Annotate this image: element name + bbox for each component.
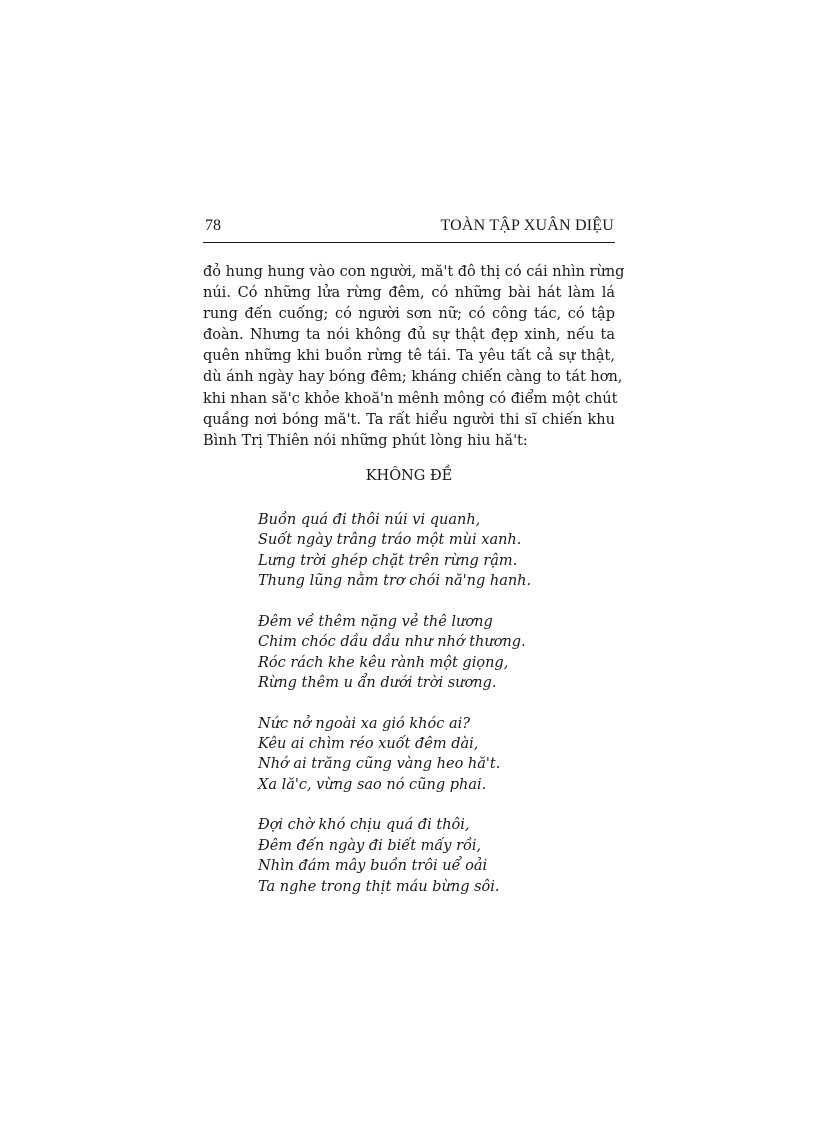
- page-number: 78: [205, 217, 221, 234]
- verse-line: Đợi chờ khó chịu quá đi thôi,: [258, 817, 470, 834]
- verse-line: Ta nghe trong thịt máu bừng sôi.: [258, 878, 500, 895]
- stanza-4: [258, 815, 598, 897]
- verse-line: Suốt ngày trâng tráo một mùi xanh.: [258, 532, 522, 549]
- stanza-2: [258, 612, 598, 694]
- prose-paragraph: [203, 262, 625, 452]
- verse-line: Lưng trời ghép chặt trên rừng rậm.: [258, 552, 518, 569]
- page-header: [203, 216, 615, 243]
- prose-line: đỏ hung hung vào con người, mă't đô thị có cái nhìn rừng: [203, 264, 625, 280]
- verse-line: Xa lă'c, vừng sao nó cũng phai.: [258, 776, 487, 793]
- prose-line: rung đến cuống; có người sơn nữ; có công tác, có tập: [203, 306, 615, 323]
- prose-line: dù ánh ngày hay bóng đêm; kháng chiến càng to tát hơn,: [203, 369, 623, 386]
- running-title: TOÀN TẬP XUÂN DIỆU: [440, 217, 614, 234]
- verse-line: Nhớ ai trăng cũng vàng heo hă't.: [258, 756, 501, 773]
- verse-line: Chim chóc dầu dầu như nhớ thương.: [258, 634, 526, 651]
- verse-line: Đêm đến ngày đi biết mấy rồi,: [258, 837, 482, 854]
- stanza-3: [258, 714, 598, 796]
- prose-line: khi nhan să'c khỏe khoă'n mênh mông có điểm một chút: [203, 390, 618, 407]
- verse-line: Rừng thêm u ẩn dưới trời sương.: [258, 675, 497, 692]
- prose-line: đoàn. Nhưng ta nói không đủ sự thật đẹp xinh, nếu ta: [203, 327, 615, 344]
- verse-line: Kêu ai chìm réo xuốt đêm dài,: [258, 736, 479, 753]
- verse-line: Buồn quá đi thôi núi vi quanh,: [258, 512, 481, 528]
- verse-line: Đêm về thêm nặng vẻ thê lương: [258, 613, 493, 630]
- poem-title: KHÔNG ĐỀ: [365, 468, 453, 484]
- verse-line: Róc rách khe kêu rành một giọng,: [258, 654, 509, 671]
- prose-line: núi. Có những lửa rừng đêm, có những bài hát làm lá: [203, 285, 615, 302]
- prose-line: quầng nơi bóng mă't. Ta rất hiểu người thi sĩ chiến khu: [203, 411, 615, 428]
- stanza-1: [258, 510, 598, 592]
- verse-line: Nhìn đám mây buồn trôi uể oải: [258, 858, 488, 875]
- verse-line: Nức nở ngoài xa gió khóc ai?: [258, 715, 471, 732]
- prose-line: Bình Trị Thiên nói những phút lòng hiu hă't:: [203, 432, 528, 449]
- prose-line: quên những khi buồn rừng tê tái. Ta yêu tất cả sự thật,: [203, 348, 615, 365]
- verse-line: Thung lũng nằm trơ chói nă'ng hanh.: [258, 573, 532, 590]
- poem: [258, 510, 598, 917]
